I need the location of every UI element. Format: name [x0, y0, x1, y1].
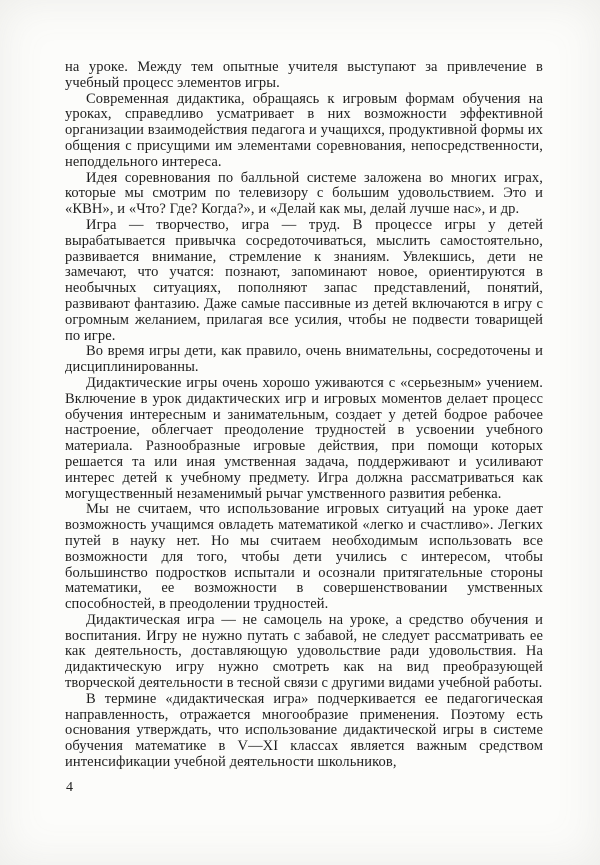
paragraph: Дидактические игры очень хорошо уживаются с «серьезным» учением. Включение в урок дидактических игр и игровых моментов делает процесс обучения интересным и занимательным, создает у детей бодрое рабочее настроение, облегчает преодоление трудностей в усвоении учебного материала. Разнообразные игровые действия, при помощи которых решается та или иная умственная задача, поддерживают и усиливают интерес детей к учебному предмету. Игра должна рассматриваться как могущественный незаменимый рычаг умственного развития ребенка. [65, 374, 543, 502]
page-number: 4 [66, 780, 73, 795]
paragraph: Во время игры дети, как правило, очень внимательны, сосредоточены и дисциплинированны. [65, 343, 543, 376]
paragraph: на уроке. Между тем опытные учителя выступают за привлечение в учебный процесс элементов игры. [65, 59, 543, 91]
paragraph: Мы не считаем, что использование игровых ситуаций на уроке дает возможность учащимся овладеть математикой «легко и счастливо». Легких путей в науку нет. Но мы считаем необходимым использовать все возможности для того, чтобы дети учились с интересом, чтобы большинство подростков испытали и осознали притягательные стороны математики, ее возможности в совершенствовании умственных способностей, в преодолении трудностей. [65, 501, 543, 613]
paragraph: Идея соревнования по балльной системе заложена во многих играх, которые мы смотрим по телевизору с большим удовольствием. Это и «КВН», и «Что? Где? Когда?», и «Делай как мы, делай лучше нас», и др. [65, 169, 543, 218]
paragraph: Дидактическая игра — не самоцель на уроке, а средство обучения и воспитания. Игру не нужно путать с забавой, не следует рассматривать ее как деятельность, доставляющую удовольствие ради удовольствия. На дидактическую игру нужно смотреть как на вид преобразующей творческой деятельности в тесной связи с другими видами учебной работы. [65, 611, 543, 692]
page-text [65, 60, 543, 771]
paragraph: Современная дидактика, обращаясь к игровым формам обучения на уроках, справедливо усматривает в них возможности эффективной организации взаимодействия педагога и учащихся, продуктивной формы их общения с присущими им элементами соревнования, непосредственности, неподдельного интереса. [65, 90, 543, 170]
paragraph: Игра — творчество, игра — труд. В процессе игры у детей вырабатывается привычка сосредоточиваться, мыслить самостоятельно, развивается внимание, стремление к знаниям. Увлекшись, дети не замечают, что учатся: познают, запоминают новое, ориентируются в необычных ситуациях, пополняют запас представлений, понятий, развивают фантазию. Даже самые пассивные из детей включаются в игру с огромным желанием, прилагая все усилия, чтобы не подвести товарищей по игре. [65, 216, 543, 344]
paragraph: В термине «дидактическая игра» подчеркивается ее педагогическая направленность, отражается многообразие применения. Поэтому есть основания утверждать, что использование дидактической игры в системе обучения математике в V—XI классах является важным средством интенсификации учебной деятельности школьников, [65, 690, 543, 771]
